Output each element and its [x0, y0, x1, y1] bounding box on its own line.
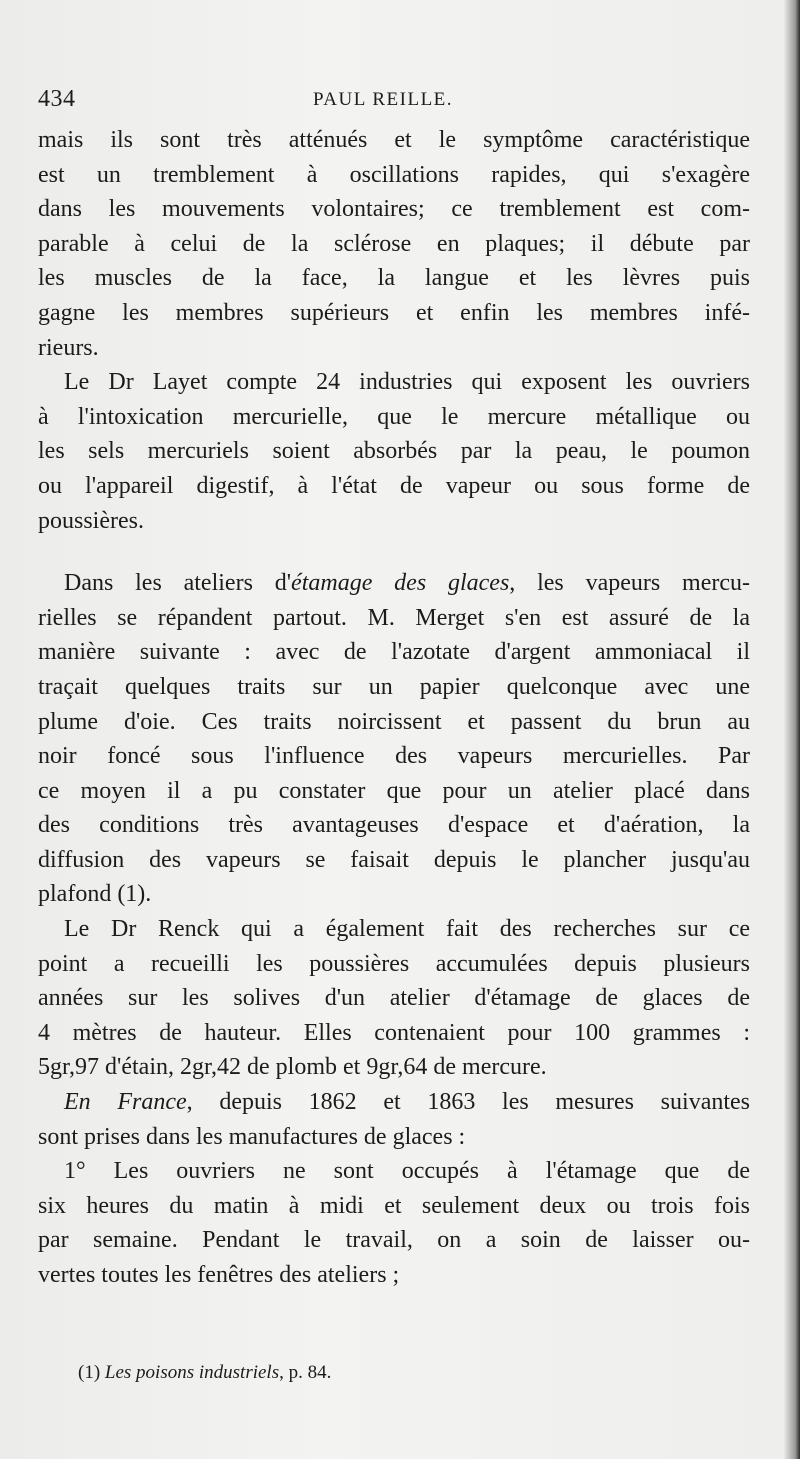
footnote-marker: (1): [78, 1362, 105, 1383]
italic-text: étamage des glaces: [291, 570, 510, 597]
footnote-title: Les poisons industriels: [104, 1362, 280, 1383]
text-line: à l'intoxication mercurielle, que le mercure métallique ou: [38, 403, 750, 430]
running-head: [38, 86, 728, 116]
text-line: les muscles de la face, la langue et les lèvres puis: [38, 265, 750, 292]
text-line: noir foncé sous l'influence des vapeurs mercurielles. Par: [38, 743, 750, 770]
text-line: est un tremblement à oscillations rapides, qui s'exagère: [38, 161, 750, 188]
text-line: traçait quelques traits sur un papier quelconque avec une: [38, 673, 750, 700]
text-line: diffusion des vapeurs se faisait depuis le plancher jusqu'au: [38, 846, 750, 873]
text-line: six heures du matin à midi et seulement deux ou trois fois: [38, 1192, 750, 1219]
text-fragment: , depuis 1862 et 1863 les mesures suivantes: [186, 1089, 751, 1116]
footnote: [78, 1362, 331, 1384]
text-line: rielles se répandent partout. M. Merget s'en est assuré de la: [38, 604, 750, 631]
text-line: mais ils sont très atténués et le symptôme caractéristique: [38, 127, 750, 153]
text-line: les sels mercuriels soient absorbés par la peau, le poumon: [38, 438, 750, 465]
text-line: 5gr,97 d'étain, 2gr,42 de plomb et 9gr,64 de mercure.: [38, 1054, 547, 1081]
text-line: plafond (1).: [38, 881, 152, 908]
text-line: rieurs.: [38, 334, 99, 361]
text-line: poussières.: [38, 507, 144, 534]
body-text: [38, 123, 750, 1293]
text-line: ce moyen il a pu constater que pour un atelier placé dans: [38, 777, 750, 804]
page-binding-edge: [784, 0, 800, 1459]
text-line: 1° Les ouvriers ne sont occupés à l'étamage que de: [64, 1158, 750, 1185]
text-line: ou l'appareil digestif, à l'état de vapeur ou sous forme de: [38, 472, 750, 499]
text-line: plume d'oie. Ces traits noircissent et passent du brun au: [38, 708, 750, 735]
text-line: [38, 1085, 750, 1120]
page-number: 434: [38, 86, 76, 112]
text-line: point a recueilli les poussières accumulées depuis plusieurs: [38, 950, 750, 977]
text-line: par semaine. Pendant le travail, on a soin de laisser ou-: [38, 1227, 750, 1254]
text-line: manière suivante : avec de l'azotate d'argent ammoniacal il: [38, 639, 750, 666]
text-line: [38, 566, 750, 601]
text-line: vertes toutes les fenêtres des ateliers ;: [38, 1262, 400, 1288]
text-line: des conditions très avantageuses d'espace et d'aération, la: [38, 812, 750, 839]
running-title: PAUL REILLE.: [312, 89, 454, 110]
text-line: années sur les solives d'un atelier d'étamage de glaces de: [38, 985, 750, 1012]
text-line: 4 mètres de hauteur. Elles contenaient pour 100 grammes :: [38, 1019, 750, 1046]
text-line: dans les mouvements volontaires; ce tremblement est com-: [38, 196, 750, 223]
text-line: sont prises dans les manufactures de glaces :: [38, 1123, 466, 1150]
paragraph-gap: [38, 538, 750, 566]
text-fragment: , les vapeurs mercu-: [509, 570, 750, 597]
italic-text: En France: [64, 1089, 187, 1116]
text-line: gagne les membres supérieurs et enfin les membres infé-: [38, 299, 750, 326]
text-line: parable à celui de la sclérose en plaques; il débute par: [38, 230, 750, 257]
footnote-page: , p. 84.: [279, 1362, 332, 1383]
text-line: Le Dr Layet compte 24 industries qui exposent les ouvriers: [64, 369, 750, 396]
text-fragment: Dans les ateliers d': [64, 570, 292, 597]
text-line: Le Dr Renck qui a également fait des recherches sur ce: [64, 916, 750, 943]
